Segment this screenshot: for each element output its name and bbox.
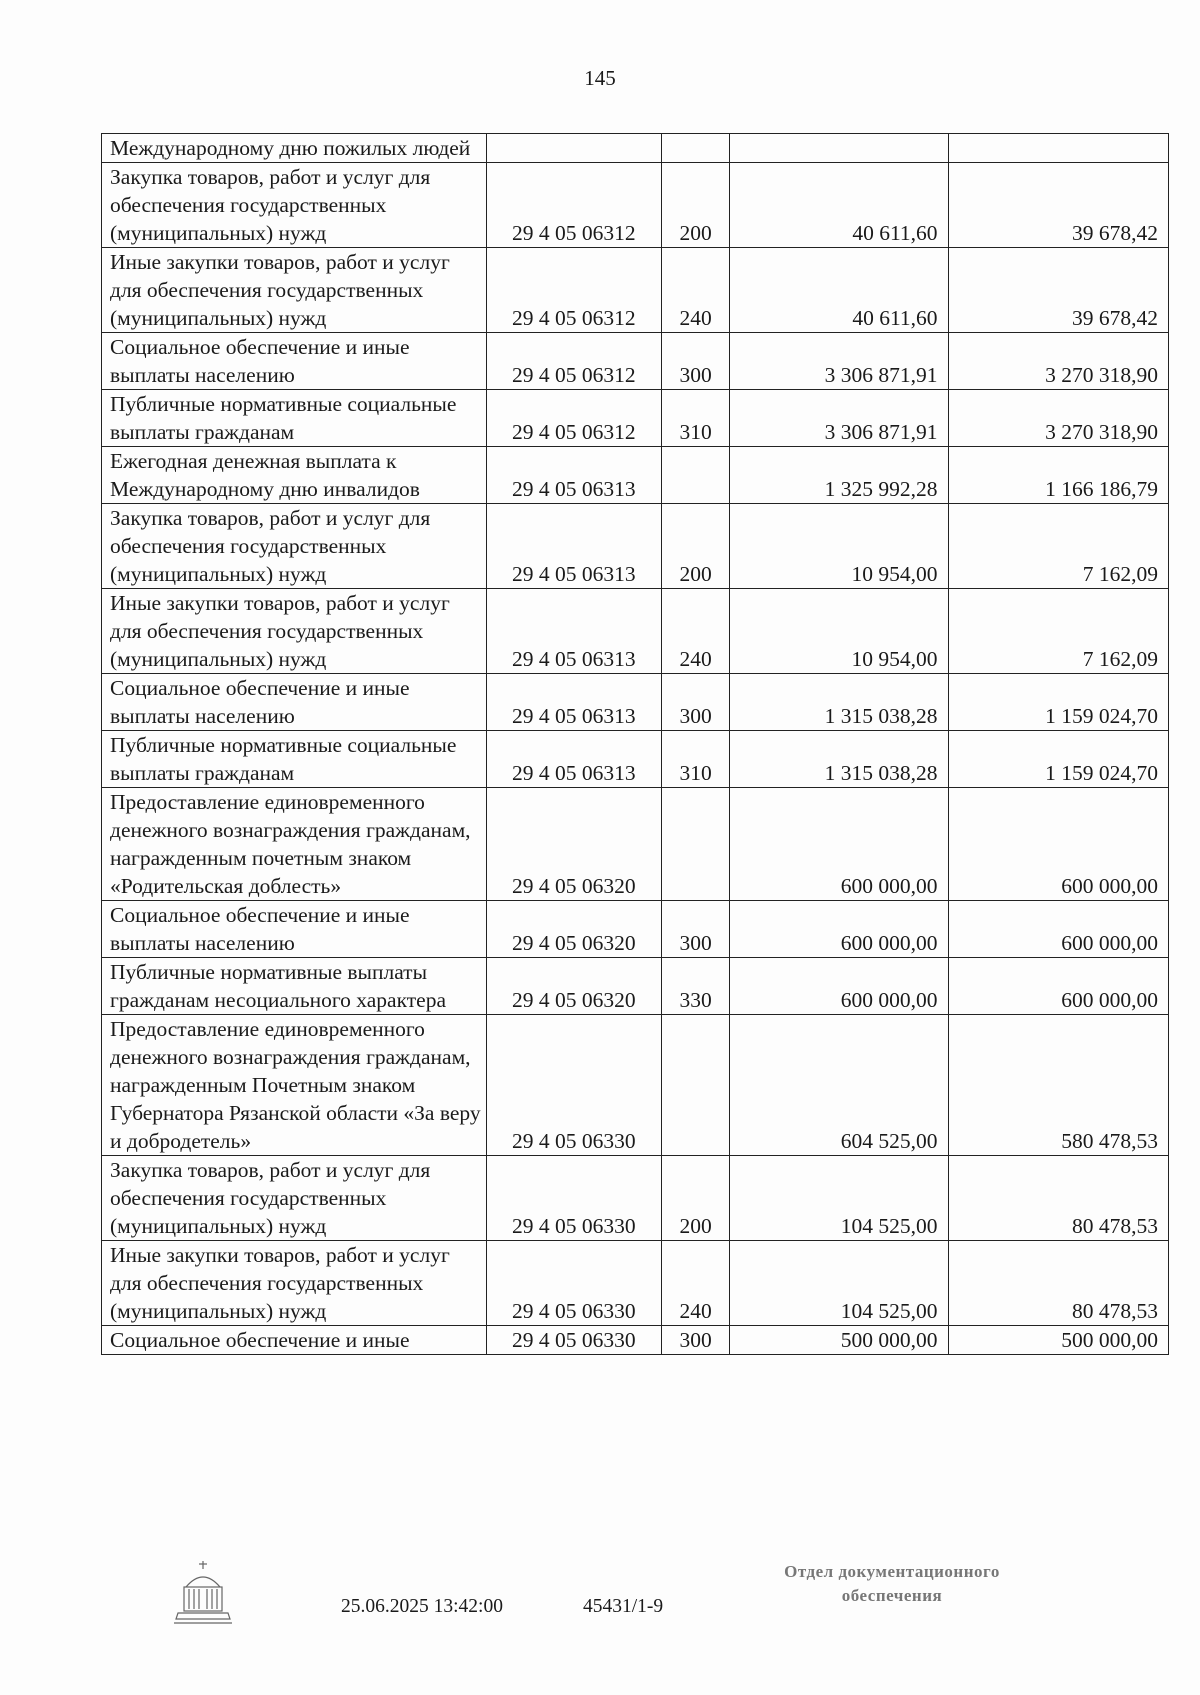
row-name: Иные закупки товаров, работ и услуг для обеспечения государственных (муниципальных) нужд (102, 248, 487, 333)
row-fact: 3 270 318,90 (948, 333, 1168, 390)
row-name: Социальное обеспечение и иные выплаты населению (102, 674, 487, 731)
row-plan: 3 306 871,91 (730, 390, 948, 447)
row-fact: 1 166 186,79 (948, 447, 1168, 504)
row-plan: 104 525,00 (730, 1241, 948, 1326)
row-vr: 330 (661, 958, 729, 1015)
row-vr: 310 (661, 390, 729, 447)
table-row (102, 731, 1169, 788)
row-vr: 240 (661, 248, 729, 333)
row-name: Публичные нормативные социальные выплаты гражданам (102, 731, 487, 788)
row-name: Публичные нормативные социальные выплаты гражданам (102, 390, 487, 447)
row-plan: 1 315 038,28 (730, 674, 948, 731)
row-code: 29 4 05 06313 (486, 447, 661, 504)
row-plan: 604 525,00 (730, 1015, 948, 1156)
row-fact: 3 270 318,90 (948, 390, 1168, 447)
row-plan (730, 134, 948, 163)
row-fact: 80 478,53 (948, 1241, 1168, 1326)
row-fact: 1 159 024,70 (948, 731, 1168, 788)
row-name: Предоставление единовременного денежного вознаграждения гражданам, награжденным Почетным знаком Губернатора Рязанской области «За веру и добродетель» (102, 1015, 487, 1156)
row-plan: 10 954,00 (730, 504, 948, 589)
row-code: 29 4 05 06330 (486, 1241, 661, 1326)
row-name: Социальное обеспечение и иные выплаты населению (102, 901, 487, 958)
row-name: Иные закупки товаров, работ и услуг для обеспечения государственных (муниципальных) нужд (102, 589, 487, 674)
row-fact (948, 134, 1168, 163)
row-fact: 39 678,42 (948, 163, 1168, 248)
table-row (102, 333, 1169, 390)
row-code: 29 4 05 06320 (486, 788, 661, 901)
row-plan: 600 000,00 (730, 901, 948, 958)
row-plan: 10 954,00 (730, 589, 948, 674)
row-vr: 300 (661, 1326, 729, 1355)
table-row (102, 1015, 1169, 1156)
table-row (102, 1156, 1169, 1241)
row-fact: 600 000,00 (948, 788, 1168, 901)
row-code: 29 4 05 06313 (486, 674, 661, 731)
row-plan: 600 000,00 (730, 958, 948, 1015)
row-name: Закупка товаров, работ и услуг для обеспечения государственных (муниципальных) нужд (102, 1156, 487, 1241)
row-code: 29 4 05 06312 (486, 333, 661, 390)
row-code: 29 4 05 06313 (486, 589, 661, 674)
table-row (102, 163, 1169, 248)
row-code: 29 4 05 06330 (486, 1015, 661, 1156)
table-row (102, 1326, 1169, 1355)
row-fact: 39 678,42 (948, 248, 1168, 333)
row-fact: 7 162,09 (948, 504, 1168, 589)
budget-table (101, 133, 1169, 1355)
table-row (102, 447, 1169, 504)
table-row (102, 788, 1169, 901)
row-name: Предоставление единовременного денежного вознаграждения гражданам, награжденным почетным знаком «Родительская доблесть» (102, 788, 487, 901)
page-number: 145 (584, 66, 616, 90)
row-fact: 500 000,00 (948, 1326, 1168, 1355)
row-vr: 310 (661, 731, 729, 788)
row-fact: 80 478,53 (948, 1156, 1168, 1241)
row-plan: 600 000,00 (730, 788, 948, 901)
row-code: 29 4 05 06330 (486, 1326, 661, 1355)
table-row (102, 1241, 1169, 1326)
row-fact: 1 159 024,70 (948, 674, 1168, 731)
row-name: Социальное обеспечение и иные (102, 1326, 487, 1355)
row-vr (661, 447, 729, 504)
row-vr: 300 (661, 333, 729, 390)
row-plan: 3 306 871,91 (730, 333, 948, 390)
row-name: Закупка товаров, работ и услуг для обеспечения государственных (муниципальных) нужд (102, 163, 487, 248)
table-row (102, 901, 1169, 958)
row-vr: 200 (661, 504, 729, 589)
row-code: 29 4 05 06313 (486, 731, 661, 788)
row-code (486, 134, 661, 163)
row-name: Ежегодная денежная выплата к Международному дню инвалидов (102, 447, 487, 504)
table-row (102, 390, 1169, 447)
row-vr (661, 788, 729, 901)
row-code: 29 4 05 06330 (486, 1156, 661, 1241)
row-code: 29 4 05 06313 (486, 504, 661, 589)
row-code: 29 4 05 06320 (486, 958, 661, 1015)
row-vr: 240 (661, 589, 729, 674)
row-fact: 580 478,53 (948, 1015, 1168, 1156)
row-plan: 1 325 992,28 (730, 447, 948, 504)
row-code: 29 4 05 06312 (486, 390, 661, 447)
department-stamp (742, 1560, 1042, 1608)
table-row (102, 958, 1169, 1015)
row-vr: 240 (661, 1241, 729, 1326)
row-fact: 600 000,00 (948, 958, 1168, 1015)
row-plan: 1 315 038,28 (730, 731, 948, 788)
table-row (102, 504, 1169, 589)
row-vr (661, 1015, 729, 1156)
row-code: 29 4 05 06312 (486, 163, 661, 248)
row-name: Международному дню пожилых людей (102, 134, 487, 163)
stamp-line: обеспечения (841, 1586, 943, 1605)
row-vr: 200 (661, 163, 729, 248)
row-vr: 300 (661, 901, 729, 958)
row-vr: 300 (661, 674, 729, 731)
row-name: Публичные нормативные выплаты гражданам несоциального характера (102, 958, 487, 1015)
duma-emblem-icon (172, 1557, 234, 1627)
row-vr: 200 (661, 1156, 729, 1241)
table-row (102, 134, 1169, 163)
table-row (102, 248, 1169, 333)
row-name: Закупка товаров, работ и услуг для обеспечения государственных (муниципальных) нужд (102, 504, 487, 589)
row-fact: 600 000,00 (948, 901, 1168, 958)
row-plan: 500 000,00 (730, 1326, 948, 1355)
footer-registration-number: 45431/1-9 (583, 1596, 664, 1617)
table-row (102, 589, 1169, 674)
row-code: 29 4 05 06320 (486, 901, 661, 958)
footer-datetime: 25.06.2025 13:42:00 (341, 1596, 503, 1617)
row-plan: 40 611,60 (730, 248, 948, 333)
row-plan: 40 611,60 (730, 163, 948, 248)
row-fact: 7 162,09 (948, 589, 1168, 674)
table-row (102, 674, 1169, 731)
row-name: Социальное обеспечение и иные выплаты населению (102, 333, 487, 390)
row-vr (661, 134, 729, 163)
row-code: 29 4 05 06312 (486, 248, 661, 333)
row-plan: 104 525,00 (730, 1156, 948, 1241)
stamp-line: Отдел документационного (784, 1562, 1000, 1581)
row-name: Иные закупки товаров, работ и услуг для обеспечения государственных (муниципальных) нужд (102, 1241, 487, 1326)
